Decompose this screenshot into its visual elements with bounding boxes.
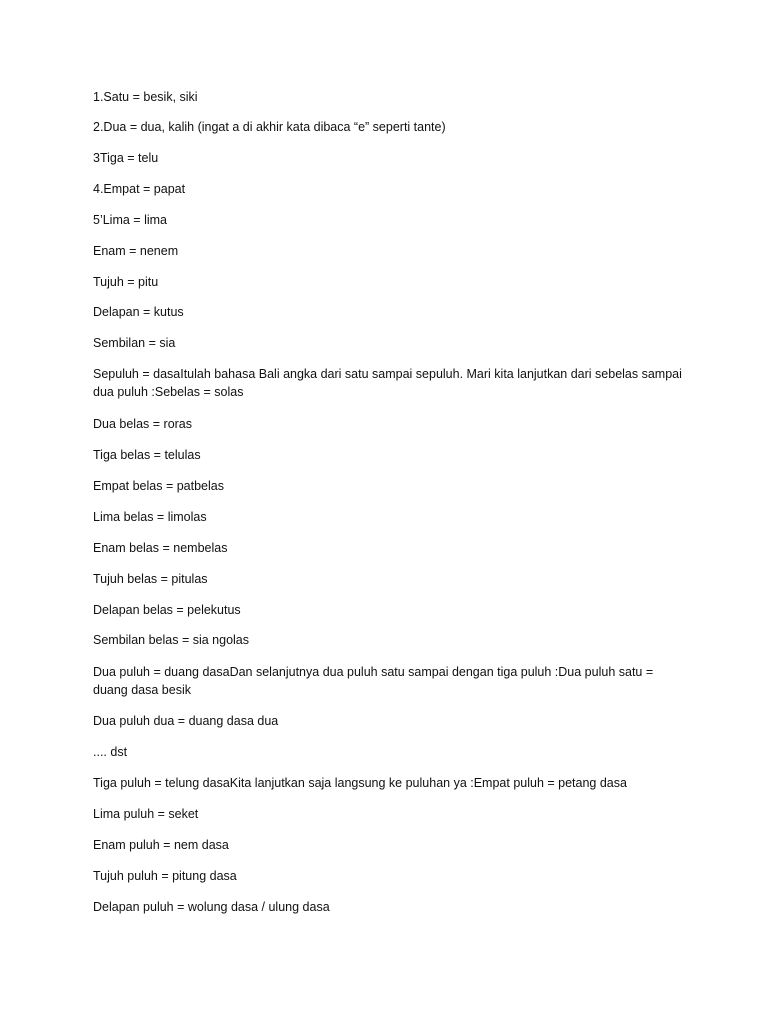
- text-line: .... dst: [93, 745, 128, 759]
- text-line: Enam = nenem: [93, 244, 179, 258]
- text-line: Dua puluh dua = duang dasa dua: [93, 714, 279, 728]
- text-line: 4.Empat = papat: [93, 182, 186, 196]
- text-paragraph: Sepuluh = dasaItulah bahasa Bali angka dari satu sampai sepuluh. Mari kita lanjutkan dari sebelas sampai dua puluh :Sebelas = solas: [93, 367, 682, 399]
- text-line: Lima belas = limolas: [93, 510, 207, 524]
- text-line: Delapan belas = pelekutus: [93, 603, 241, 617]
- text-line: Tujuh belas = pitulas: [93, 572, 208, 586]
- text-line: Tiga puluh = telung dasaKita lanjutkan saja langsung ke puluhan ya :Empat puluh = petang dasa: [93, 776, 627, 790]
- text-line: Sembilan belas = sia ngolas: [93, 633, 249, 647]
- text-line: 3Tiga = telu: [93, 151, 159, 165]
- text-line: Enam belas = nembelas: [93, 541, 228, 555]
- text-line: Delapan puluh = wolung dasa / ulung dasa: [93, 900, 330, 914]
- text-line: Tujuh = pitu: [93, 275, 159, 289]
- text-line: Lima puluh = seket: [93, 807, 199, 821]
- text-line: Enam puluh = nem dasa: [93, 838, 229, 852]
- text-line: Dua belas = roras: [93, 417, 193, 431]
- text-line: Tiga belas = telulas: [93, 448, 201, 462]
- text-line: 5’Lima = lima: [93, 213, 167, 227]
- text-paragraph: Dua puluh = duang dasaDan selanjutnya dua puluh satu sampai dengan tiga puluh :Dua puluh satu = duang dasa besik: [93, 665, 654, 697]
- text-line: Sembilan = sia: [93, 336, 176, 350]
- text-line: Tujuh puluh = pitung dasa: [93, 869, 237, 883]
- text-line: 2.Dua = dua, kalih (ingat a di akhir kata dibaca “e” seperti tante): [93, 120, 446, 134]
- text-line: 1.Satu = besik, siki: [93, 90, 198, 104]
- text-line: Empat belas = patbelas: [93, 479, 224, 493]
- text-line: Delapan = kutus: [93, 305, 184, 319]
